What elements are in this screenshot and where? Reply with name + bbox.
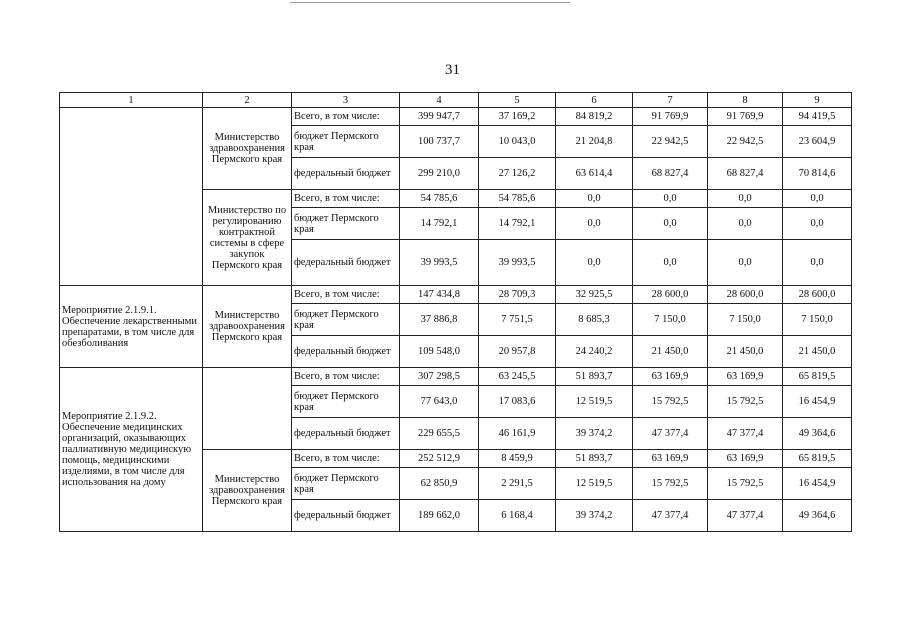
value-cell: 0,0 (783, 208, 852, 240)
column-header: 7 (633, 93, 708, 108)
value-cell: 0,0 (708, 208, 783, 240)
value-cell: 51 893,7 (556, 450, 633, 468)
org-cell-empty (203, 368, 292, 450)
value-cell: 6 168,4 (479, 500, 556, 532)
value-cell: 0,0 (633, 208, 708, 240)
value-cell: 22 942,5 (633, 126, 708, 158)
value-cell: 15 792,5 (633, 386, 708, 418)
budget-table (59, 92, 852, 532)
table-row (60, 368, 852, 386)
value-cell: 91 769,9 (708, 108, 783, 126)
value-cell: 68 827,4 (708, 158, 783, 190)
value-cell: 7 150,0 (633, 304, 708, 336)
column-header: 3 (292, 93, 400, 108)
table-row (60, 108, 852, 126)
value-cell: 94 419,5 (783, 108, 852, 126)
value-cell: 229 655,5 (400, 418, 479, 450)
value-cell: 109 548,0 (400, 336, 479, 368)
activity-cell-continued (60, 108, 203, 286)
value-cell: 23 604,9 (783, 126, 852, 158)
value-cell: 8 685,3 (556, 304, 633, 336)
value-cell: 0,0 (556, 190, 633, 208)
value-cell: 70 814,6 (783, 158, 852, 190)
activity-cell: Мероприятие 2.1.9.2. Обеспечение медицинских организаций, оказывающих паллиативную медицинскую помощь, медицинскими изделиями, в том числе для использования на дому (60, 368, 203, 532)
value-cell: 399 947,7 (400, 108, 479, 126)
org-cell: Министерство по регулированию контрактной системы в сфере закупок Пермского края (203, 190, 292, 286)
org-cell: Министерство здравоохранения Пермского края (203, 108, 292, 190)
value-cell: 49 364,6 (783, 500, 852, 532)
value-cell: 24 240,2 (556, 336, 633, 368)
value-cell: 0,0 (556, 208, 633, 240)
source-cell: федеральный бюджет (292, 240, 400, 286)
value-cell: 51 893,7 (556, 368, 633, 386)
value-cell: 10 043,0 (479, 126, 556, 158)
source-cell: бюджет Пермского края (292, 468, 400, 500)
column-header: 9 (783, 93, 852, 108)
value-cell: 8 459,9 (479, 450, 556, 468)
column-header: 4 (400, 93, 479, 108)
source-cell: Всего, в том числе: (292, 190, 400, 208)
value-cell: 7 150,0 (708, 304, 783, 336)
value-cell: 91 769,9 (633, 108, 708, 126)
value-cell: 21 450,0 (783, 336, 852, 368)
value-cell: 63 169,9 (633, 450, 708, 468)
org-cell: Министерство здравоохранения Пермского края (203, 286, 292, 368)
value-cell: 84 819,2 (556, 108, 633, 126)
value-cell: 7 150,0 (783, 304, 852, 336)
source-cell: Всего, в том числе: (292, 286, 400, 304)
table-row (60, 286, 852, 304)
page-number: 31 (445, 62, 460, 78)
value-cell: 68 827,4 (633, 158, 708, 190)
org-cell: Министерство здравоохранения Пермского края (203, 450, 292, 532)
value-cell: 47 377,4 (708, 500, 783, 532)
column-header: 6 (556, 93, 633, 108)
value-cell: 100 737,7 (400, 126, 479, 158)
value-cell: 307 298,5 (400, 368, 479, 386)
value-cell: 47 377,4 (708, 418, 783, 450)
source-cell: федеральный бюджет (292, 500, 400, 532)
value-cell: 65 819,5 (783, 450, 852, 468)
activity-cell: Мероприятие 2.1.9.1. Обеспечение лекарственными препаратами, в том числе для обезболивания (60, 286, 203, 368)
value-cell: 77 643,0 (400, 386, 479, 418)
source-cell: бюджет Пермского края (292, 304, 400, 336)
value-cell: 28 600,0 (633, 286, 708, 304)
source-cell: федеральный бюджет (292, 336, 400, 368)
value-cell: 16 454,9 (783, 468, 852, 500)
value-cell: 0,0 (783, 190, 852, 208)
value-cell: 62 850,9 (400, 468, 479, 500)
value-cell: 63 245,5 (479, 368, 556, 386)
value-cell: 39 993,5 (400, 240, 479, 286)
header-row (60, 93, 852, 108)
value-cell: 2 291,5 (479, 468, 556, 500)
value-cell: 299 210,0 (400, 158, 479, 190)
value-cell: 47 377,4 (633, 418, 708, 450)
value-cell: 22 942,5 (708, 126, 783, 158)
source-cell: Всего, в том числе: (292, 450, 400, 468)
value-cell: 49 364,6 (783, 418, 852, 450)
value-cell: 63 169,9 (708, 368, 783, 386)
value-cell: 0,0 (633, 190, 708, 208)
column-header: 2 (203, 93, 292, 108)
value-cell: 15 792,5 (708, 386, 783, 418)
value-cell: 63 169,9 (633, 368, 708, 386)
value-cell: 54 785,6 (400, 190, 479, 208)
source-cell: федеральный бюджет (292, 418, 400, 450)
column-header: 5 (479, 93, 556, 108)
value-cell: 14 792,1 (400, 208, 479, 240)
value-cell: 14 792,1 (479, 208, 556, 240)
value-cell: 27 126,2 (479, 158, 556, 190)
value-cell: 63 169,9 (708, 450, 783, 468)
value-cell: 21 204,8 (556, 126, 633, 158)
value-cell: 37 169,2 (479, 108, 556, 126)
value-cell: 37 886,8 (400, 304, 479, 336)
value-cell: 47 377,4 (633, 500, 708, 532)
source-cell: бюджет Пермского края (292, 126, 400, 158)
value-cell: 63 614,4 (556, 158, 633, 190)
value-cell: 252 512,9 (400, 450, 479, 468)
value-cell: 39 374,2 (556, 418, 633, 450)
value-cell: 16 454,9 (783, 386, 852, 418)
value-cell: 189 662,0 (400, 500, 479, 532)
value-cell: 46 161,9 (479, 418, 556, 450)
column-header: 1 (60, 93, 203, 108)
value-cell: 0,0 (556, 240, 633, 286)
source-cell: Всего, в том числе: (292, 108, 400, 126)
value-cell: 65 819,5 (783, 368, 852, 386)
source-cell: бюджет Пермского края (292, 208, 400, 240)
value-cell: 21 450,0 (633, 336, 708, 368)
value-cell: 28 600,0 (708, 286, 783, 304)
value-cell: 12 519,5 (556, 468, 633, 500)
value-cell: 15 792,5 (633, 468, 708, 500)
column-header: 8 (708, 93, 783, 108)
value-cell: 7 751,5 (479, 304, 556, 336)
value-cell: 0,0 (783, 240, 852, 286)
source-cell: федеральный бюджет (292, 158, 400, 190)
value-cell: 21 450,0 (708, 336, 783, 368)
value-cell: 0,0 (708, 190, 783, 208)
value-cell: 28 600,0 (783, 286, 852, 304)
value-cell: 54 785,6 (479, 190, 556, 208)
value-cell: 147 434,8 (400, 286, 479, 304)
value-cell: 20 957,8 (479, 336, 556, 368)
value-cell: 39 993,5 (479, 240, 556, 286)
value-cell: 28 709,3 (479, 286, 556, 304)
value-cell: 15 792,5 (708, 468, 783, 500)
value-cell: 0,0 (633, 240, 708, 286)
value-cell: 39 374,2 (556, 500, 633, 532)
value-cell: 32 925,5 (556, 286, 633, 304)
value-cell: 17 083,6 (479, 386, 556, 418)
source-cell: бюджет Пермского края (292, 386, 400, 418)
value-cell: 0,0 (708, 240, 783, 286)
source-cell: Всего, в том числе: (292, 368, 400, 386)
top-rule (290, 2, 570, 3)
value-cell: 12 519,5 (556, 386, 633, 418)
